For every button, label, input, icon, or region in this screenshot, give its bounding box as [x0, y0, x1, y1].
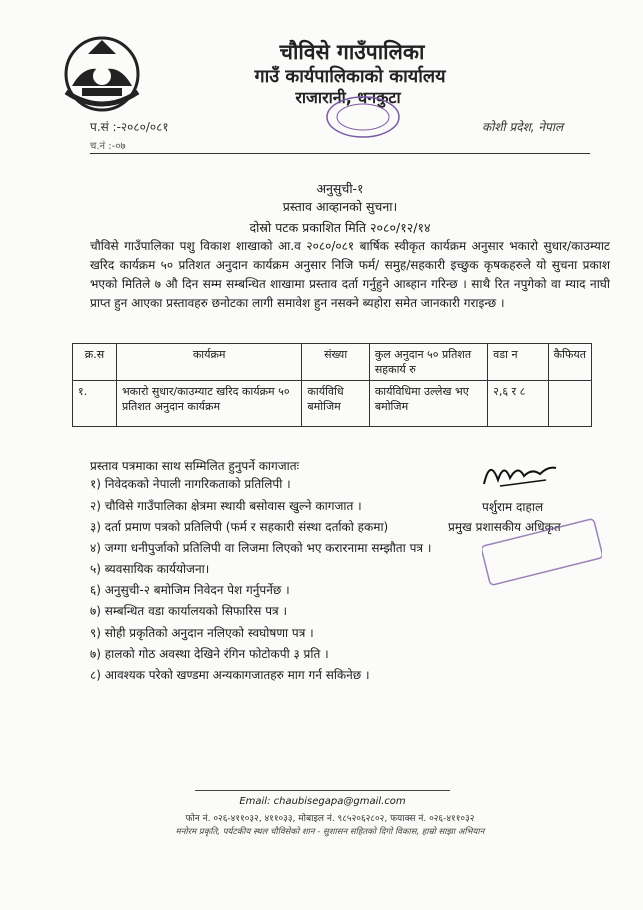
document-item: २) चौविसे गाउँपालिका क्षेत्रमा स्थायी बसोवास खुल्ने कागजात । [90, 499, 362, 513]
col-ward: वडा न [488, 344, 548, 381]
footer-phone: फोन नं. ०२६-४११०३२, ४११०३३, मोबाइल नं. ९८५२०६२८०२, फयाक्स नं. ०२६-४११०३२ [185, 814, 475, 824]
patra-sankhya: प.सं :-२०८०/०८१ [90, 120, 169, 134]
publish-date: दोस्रो पटक प्रकाशित मिति २०८०/१२/१४ [249, 220, 431, 235]
footer-divider [195, 790, 450, 791]
office-stamp-icon [323, 94, 403, 140]
col-quantity: संख्या [302, 344, 369, 381]
col-remarks: कैफियत [548, 344, 591, 381]
signature-mark-icon [480, 454, 560, 490]
annex-label: अनुसुची-१ [316, 181, 364, 196]
col-program: कार्यक्रम [116, 344, 301, 381]
footer-email: Email: chaubisegapa@gmail.com [239, 796, 406, 807]
document-item: १) निवेदकको नेपाली नागरिकताको प्रतिलिपी । [90, 477, 291, 491]
office-name: चौविसे गाउँपालिका [279, 40, 425, 64]
notice-title: प्रस्ताव आव्हानको सुचना। [282, 199, 398, 214]
document-item: ८) आवश्यक परेको खण्डमा अन्यकागजातहरु माग गर्न सकिनेछ । [90, 668, 370, 682]
document-item: ३) दर्ता प्रमाण पत्रको प्रतिलिपी (फर्म र सहकारी संस्था दर्ताको हकमा) [90, 520, 389, 534]
cell-quantity: कार्यविधि बमोजिम [302, 381, 369, 427]
table-row [73, 381, 592, 427]
nepal-emblem-icon [60, 30, 144, 114]
document-item: ६) अनुसुची-२ बमोजिम निवेदन पेश गर्नुपर्नेछ । [90, 583, 290, 597]
office-location: राजारानी, धनकुटा [295, 88, 401, 107]
program-table [72, 343, 592, 427]
document-item: ५) ब्यवसायिक कार्ययोजना। [90, 562, 210, 576]
col-grant: कुल अनुदान ५० प्रतिशत सहकार्य रु [369, 344, 487, 381]
notice-body: चौविसे गाउँपालिका पशु विकाश शाखाको आ.व २०८०/०८१ बार्षिक स्वीकृत कार्यक्रम अनुसार भकारो सुधार/काउम्याट खरिद कार्यक्रम ५० प्रतिशत अनुदान कार्यक्रम अनुसार निजि फर्म/ समुह/सहकारी इच्छुक कृषकहरुले यो सुचना प्रकाश भएको मितिले ७ औ दिन सम्म सम्बन्धित शाखामा प्रस्ताव दर्ता गर्नुहुने आब्हान गरिन्छ । साथै रित नपुगेको वा म्याद नाघी प्राप्त हुन आएका प्रस्तावहरु छनोटका लागी समावेश हुन नसक्ने ब्यहोरा समेत जानकारी गराइन्छ । [90, 239, 610, 310]
footer-slogan: मनोरम प्रकृति, पर्यटकीय स्थल चौविसेको शान - सुशासन सहितको दिगो विकास, हाम्रो साझा अभियान [175, 827, 485, 837]
cell-grant: कार्यविधिमा उल्लेख भए बमोजिम [369, 381, 487, 427]
cell-ward: २,६ र ८ [488, 381, 548, 427]
signatory-name: पर्शुराम दाहाल [482, 500, 544, 514]
document-item: ७) हालको गोठ अवस्था देखिने रंगिन फोटोकपी ३ प्रति । [90, 647, 329, 661]
header-divider [90, 153, 590, 154]
cell-program: भकारो सुधार/काउम्याट खरिद कार्यक्रम ५० प्रतिशत अनुदान कार्यक्रम [116, 381, 301, 427]
document-item: ४) जग्गा धनीपुर्जाको प्रतिलिपी वा लिजमा लिएको भए करारनामा सम्झौता पत्र । [90, 541, 432, 555]
province-label: कोशी प्रदेश, नेपाल [482, 120, 564, 134]
office-subtitle: गाउँ कार्यपालिकाको कार्यालय [254, 66, 446, 87]
document-item: ७) सम्बन्धित वडा कार्यालयको सिफारिस पत्र । [90, 604, 288, 618]
documents-heading: प्रस्ताव पत्रमाका साथ सम्मिलित हुनुपर्ने कागजातः [90, 459, 300, 473]
chalani-number: च.नं :-०७ [90, 141, 126, 152]
cell-sn: १. [73, 381, 117, 427]
table-header-row [73, 344, 592, 381]
col-sn: क्र.स [73, 344, 117, 381]
official-seal-icon [482, 518, 602, 586]
signatory-title: प्रमुख प्रशासकीय अधिकृत [448, 520, 561, 534]
cell-remarks [548, 381, 591, 427]
document-item: ९) सोही प्रकृतिको अनुदान नलिएको स्वघोषणा पत्र । [90, 626, 314, 640]
